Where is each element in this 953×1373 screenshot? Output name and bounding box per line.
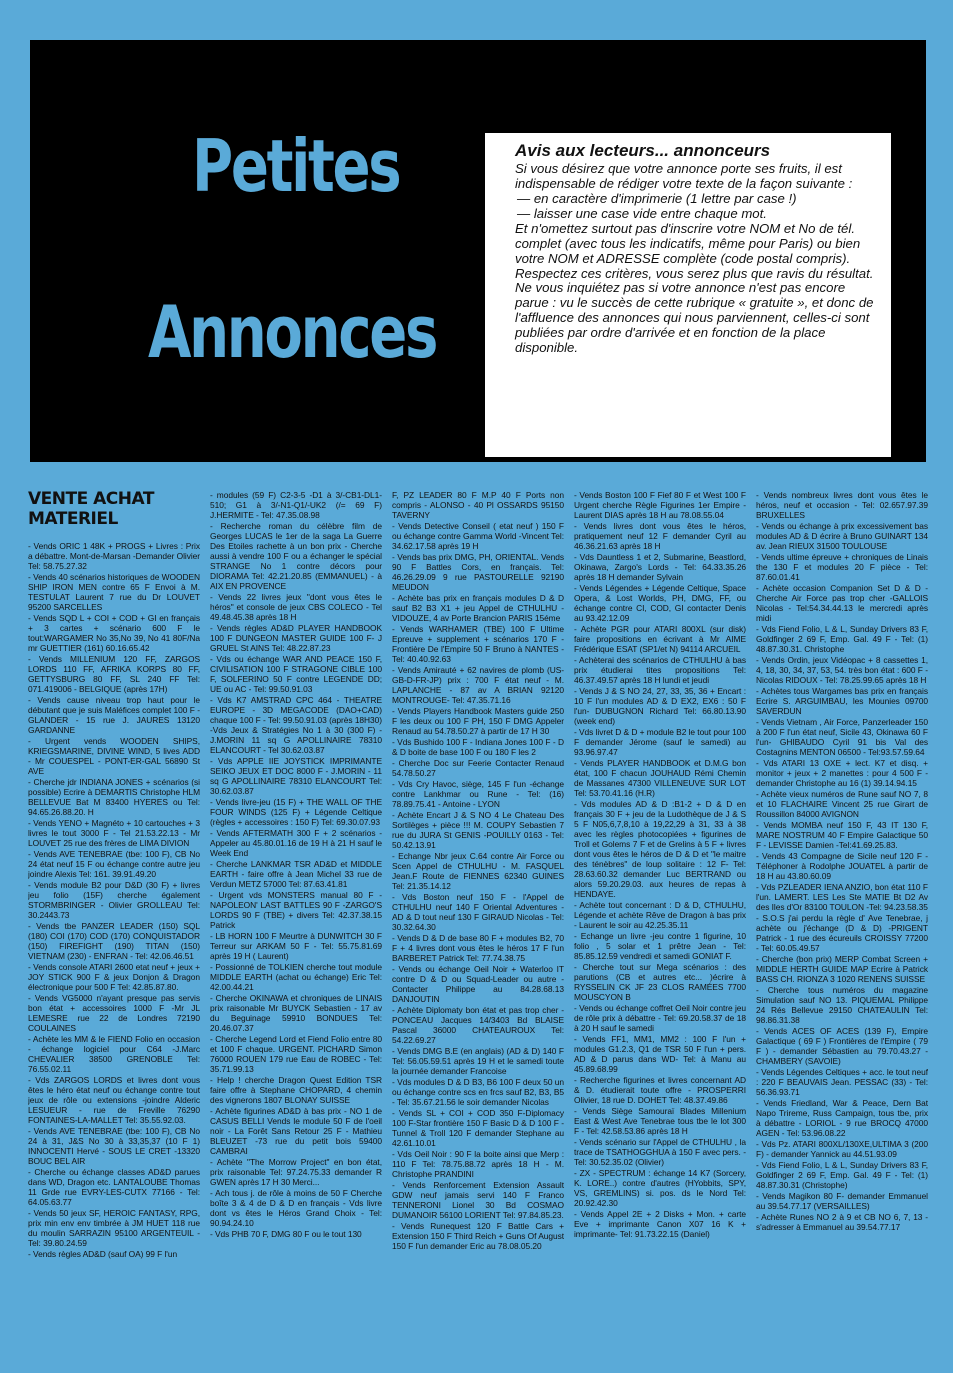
classified-ad: - Achète Diplomaty bon état et pas trop cher - PONCEAU Jacques 14/3403 Bd BLAISE Pascal 36000 CHATEAUROUX Tel: 54.22.69.27 <box>392 1005 564 1045</box>
classified-ad: - Vends SQD L + COI + COD + GI en français + 3 cartes + scénario 600 F le tout:WARGAMER No 35,No 39, No 41 80F/Na mr GUETTIER (161) 60.16.65.42 <box>28 613 200 654</box>
classified-ad: - Cherche OKINAWA et chroniques de LINAIS prix raisonable Mr BUYCK Sebastien - 17 av du Beguinage 59910 BONDUES Tel: 20.46.07.37 <box>210 993 382 1033</box>
classified-ad: - Cherche jdr INDIANA JONES + scénarios (si possible) Ecrire à DEMARTIS Christophe HLM BELLEVUE Bat M 83400 HYERES ou Tel: 94.65.26.88.20. H <box>28 777 200 818</box>
classified-ad: - Vends nombreux livres dont vous êtes le héros, neuf et occasion - Tel: 02.657.97.39 BRUXELLES <box>756 490 928 520</box>
classified-ad: - Vends FF1, MM1, MM2 : 100 F l'un + modules G1.2.3, Q1 de TSR 50 F l'un + pers. AD & D parus dans WD- Tel: à Manu au 45.89.68.99 <box>574 1034 746 1074</box>
classified-ad: - Cherche tout sur Mega scénarios : des parutions (CB et autres etc... )écrire à RYSSELIN CK JF 23 CLOS RAMÉES 7700 MOUSCYON B <box>574 962 746 1002</box>
classified-ad: - ZX - SPECTRUM : échange 14 K7 (Sorcery, K. LORE..) contre d'autres (HYobbits, SPY, VS, GREMLINS) si. pos. ds le Nord Tel: 20.92.42.30 <box>574 1168 746 1208</box>
classified-ad: - Vends règles AD&D PLAYER HANDBOOK 100 F DUNGEON MASTER GUIDE 100 F- J GRUEL St AINS Tel: 48.22.87.23 <box>210 623 382 653</box>
notice-box <box>482 130 894 460</box>
classified-ad: - Vends Detective Conseil ( etat neuf ) 150 F ou échange contre Gamma World -Vincent Tel: 34.62.17.58 après 19 H <box>392 521 564 551</box>
classified-ad: - Echange Nbr jeux C.64 contre Air Force ou Scen Appel de CTHULHU - M. FASQUEL Jean.F Route de FIENNES 62340 GUINES Tel: 21.35.14.12 <box>392 851 564 891</box>
classified-ad: - Vends Amirauté + 62 navires de plomb (US-GB-D-FR-JP) prix : 700 F état neuf - M. LAPLANCHE - 87 av A BRIAN 92120 MONTROUGE- Tel: 47.35.71.16 <box>392 665 564 705</box>
notice-instructions: Et n'omettez surtout pas d'inscrire votre NOM et No de tél. complet (avec tous les indicatifs, même pour Paris) ou bien votre NOM et ADRESSE complète (code postal compris). <box>515 220 861 266</box>
classified-ad: - Vends ou échange à prix excessivement bas modules AD & D écrire à Bruno GUINART 134 av. Jean RIEUX 31500 TOULOUSE <box>756 521 928 551</box>
classified-ad: - Achètes tous Wargames bas prix en français Ecrire S. ARGUIMBAU, les Mounies 09700 SAVERDUN <box>756 686 928 716</box>
classified-ad: - Achète Encart J & S NO 4 Le Chateau Des Sortilèges + pièce !!! M. COUPY Sebastien 7 rue du JURA St GENIS -POUILLY 0163 - Tel: 50.42.13.91 <box>392 810 564 850</box>
classified-ad: - Vends Légendes + Légende Celtique, Space Opera, & Lost Worlds, PH, DMG, FF, ou échange contre CI, COD, GI contacter Denis au 93.42.12.09 <box>574 583 746 623</box>
classified-ad: - S.O.S j'ai perdu la règle d' Ave Tenebrae, j achète ou j'échange (D & D) -PRIGENT Patrick - 1 rue des écureuils CROISSY 77200 - Tel: 60.05.49.57 <box>756 913 928 953</box>
column-4 <box>574 490 746 1310</box>
classified-ad: - Urgent vds MONSTERS manual 80 F -NAPOLEON' LAST BATTLES 90 F -ZARGO'S LORDS 90 F (TBE) + divers Tel: 42.37.38.15 Patrick <box>210 890 382 930</box>
classified-ad: - Vends D & D de base 80 F + modules B2, 70 F + 4 livres dont vous êtes le héros 17 F l'un BARBERET Patrick Tel: 77.74.38.75 <box>392 933 564 963</box>
classified-ad: - Vends 43 Compagne de Sicile neuf 120 F - Téléphoner à Rodolphe JOUATEL à partir de 18 H au 43.80.60.09 <box>756 851 928 881</box>
classified-ad: - Vds PZLEADER IENA ANZIO, bon état 110 F l'un. LAMERT. LES Les Ste MATIE Bt D2 Av des Iles d'Or 83100 TOULON -Tel: 94.23.58.35 <box>756 882 928 912</box>
classified-ad: - Vends règles AD&D (sauf OA) 99 F l'un <box>28 1249 178 1260</box>
classified-ad: - Vends Magikon 80 F- demander Emmanuel au 39.54.77.17 (VERSAILLES) <box>756 1191 928 1211</box>
classified-ad: - Vends SL + COI + COD 350 F-Diplomacy 100 F-Star frontière 150 F Basic D & D 100 F - Tunnel & Troll 120 F demander Stephane au 42.61.10.01 <box>392 1108 564 1148</box>
classified-ad: - Vends AVE TENEBRAE (tbe: 100 F), CB No 24 à 31, J&S No 30 à 33,35,37 (10 F 1) INNOCENTI Hervé - SOUS LE CRET -13320 BOUC BEL AIR <box>28 1126 200 1167</box>
classified-ad: - Recherche figurines et livres concernant AD & D. étudierait toute offre - PROSPERRI Olivier, 18 rue D. DOHET Tel: 48.37.49.86 <box>574 1075 746 1105</box>
classified-ad: - Vends console ATARI 2600 etat neuf + jeux + JOY STICK 900 F & jeux Donjon & Dragon électronique pour 500 F Tel: 42.85.87.80. <box>28 962 200 993</box>
notice-intro: Si vous désirez que votre annonce porte ses fruits, il est indispensable de rédiger votre texte de la façon suivante : <box>515 161 853 192</box>
classified-ad: - Vends Légendes Celtiques + acc. le tout neuf : 220 F BEAUVAIS Jean. PESSAC (33) - Tel: 56.36.93.71 <box>756 1067 928 1097</box>
classified-ad: - Cherche LANKMAR TSR AD&D et MIDDLE EARTH - faire offre à Jean Michel 33 rue de Verdun METZ 57000 Tel: 87.63.41.81 <box>210 859 382 889</box>
classified-ad: - modules (59 F) C2-3-5 -D1 à 3/-CB1-DL1-510; G1 à 3/-N1-Q1/-UK2 (/= 69 F) J.HERMITE - Tel: 47.35.08.98 <box>210 490 382 520</box>
classified-ad: - Achète occasion Companion Set D & D - Cherche Air Force pas trop cher -GALLOIS Nicolas - Tel:54.34.44.13 le mercredi après midi <box>756 583 928 623</box>
column-1 <box>28 490 200 1310</box>
classified-ad: - Vends Boston 100 F Fief 80 F et West 100 F Urgent cherche Règle Figurines 1er Empire - Laurent DIAS après 18 H au 78.08.55.04 <box>574 490 746 520</box>
classified-ad: - Vends livres dont vous êtes le héros, pratiquement neuf 12 F demander Cyril au 46.36.21.63 après 18 H <box>574 521 746 551</box>
classified-ad: - Vends Ordin, jeux Vidéopac + 8 cassettes 1, 4, 18, 30, 34, 37, 53, 54. très bon état : 600 F - Nicolas RIDOUX - Tel: 78.25.99.65 après 18 H <box>756 655 928 685</box>
classified-ad: - Vends ORIC 1 48K + PROGS + Livres : Prix a débattre. Mont-de-Marsan -Demander Olivier Tel: 58.75.27.32 <box>28 541 200 572</box>
classified-ad: - Vds Cry Havoc, siège, 145 F l'un -échange contre Lankhmar ou Rune - Tel: (16) 78.89.75.41 - Antoine - LYON <box>392 779 564 809</box>
classified-ad: - Vds modules AD & D :B1-2 + D & D en français 30 F + jeu de la Ludothèque de J & S 5 F N05,6,7,8,10 à 19,22,29 à 31, 33 à 38 avec les règles photocopiées + figurines de Troll et Golems 7 F et de Grelins à 5 F + livres dont vous êtes le héros de D & D et "le maitre des ténèbres" de loup solitaire : 12 F- Tel: 28.63.60.32 demander Luc BERTRAND ou alors 59.20.29.03. aux heures de repas à HENDAYE. <box>574 799 746 899</box>
classified-ad: - Vends WARHAMER (TBE) 100 F Ultime Epreuve + supplement + scénarios 170 F - Frontière De l'Empire 50 F Bruno à NANTES - Tel: 40.40.92.63 <box>392 624 564 664</box>
classifieds-columns <box>28 490 928 1310</box>
classified-ad: - Vds K7 AMSTRAD CPC 464 - THEATRE EUROPE - 3D MEGACODE (DAO+CAD) chaque 100 F - Tel: 99.50.91.03 (après 18H30) -Vds Jeux & Stratégies No 1 à 30 (300 F) - J.MORIN 11 sq G APOLLINAIRE 78310 ELANCOURT - Tel 30.62.03.87 <box>210 695 382 755</box>
classified-ad: - Vends bas prix DMG, PH, ORIENTAL. Vends 90 F Battles Cors, en français. Tel: 46.26.29.09 9 rue PASTOURELLE 92190 MEUDON <box>392 552 564 592</box>
classified-ad: - Vds Dauntless 1 et 2, Submarine, Beastlord, Okinawa, Zargo's Lords - Tel: 64.33.35.26 après 18 H demander Sylvain <box>574 552 746 582</box>
classified-ad: - Echange un livre -jeu contre 1 figurine, 10 folio , 5 solar et 1 prêtre Jean - Tel: 85.85.12.59 vendredi et samedi GONIAT F. <box>574 931 746 961</box>
notice-rule-2: — laisser une case vide entre chaque mot. <box>517 205 767 221</box>
classified-ad: F, PZ LEADER 80 F M.P 40 F Ports non compris - ALONSO - 40 Pl OSSARDS 95150 TAVERNY <box>392 490 564 520</box>
classified-ad: - Vends ACES OF ACES (139 F), Empire Galactique ( 69 F ) Frontières de l'Empire ( 79 F ) - demander Sébastien au 79.70.43.27 - CHAMBERY (SAVOIE) <box>756 1026 928 1066</box>
classified-ad: - Achète les MM & le FIEND Folio en occasion - échange logiciel pour C64 -J.Marc CHEVALIER 38500 GRENOBLE Tel: 76.55.02.11 <box>28 1034 200 1075</box>
classified-ad: - Vds Oeil Noir : 90 F la boite ainsi que Merp : 110 F Tel: 78.75.88.72 après 18 H - M. Christophe PRANDINI <box>392 1149 564 1179</box>
classified-ad: - Vends module B2 pour D&D (30 F) + livres jeu folio (15F) cherche également STORMBRINGER - Olivier GROLLEAU Tel: 30.2443.73 <box>28 880 200 921</box>
classified-ad: - Urgent vends WOODEN SHIPS, KRIEGSMARINE, DIVINE WIND, 5 lives ADD - Mr COUESPEL - PONT-ER-GAL 56890 St AVE <box>28 736 200 777</box>
classified-ad: - Vends J & S NO 24, 27, 33, 35, 36 + Encart : 10 F l'un modules AD & D EX2, EX6 : 50 F l'un- DUBUGNON Richard Tel: 66.80.13.90 (week end) <box>574 686 746 726</box>
classified-ad: - Vends scénario sur l'Appel de CTHULHU , la trace de TSATHOGGHUA à 150 F avec pers. - Tel: 30.52.35.02 (Olivier) <box>574 1137 746 1167</box>
classified-ad: - Vends ou échange coffret Oeil Noir contre jeu de rôle prix à débattre - Tel: 69.20.58.37 de 18 à 20 H sauf le samedi <box>574 1003 746 1033</box>
classified-ad: - Vends 22 livres jeux "dont vous êtes le héros" et console de jeux CBS COLECO - Tel 49.48.45.38 après 18 H <box>210 592 382 622</box>
classified-ad: - Vends ou échange Oeil Noir + Waterloo IT contre D & D ou Squad-Leader ou autre - Contacter Philippe au 84.28.68.13 DANJOUTIN <box>392 964 564 1004</box>
column-3 <box>392 490 564 1310</box>
classified-ad: - Vends tbe PANZER LEADER (150) SQL (180) COI (170) COD (170) CONQUISTADOR (150) FIREFIGHT (190) TITAN (150) VIETNAM (230) - ENFRAN - Tel: 42.06.46.51 <box>28 921 200 962</box>
classified-ad: - Vends cause niveau trop haut pour le débutant que je suis Maléfices complet 100 F - GLANDER - 15 rue J. JAURES 13120 GARDANNE <box>28 695 200 736</box>
classified-ad: - Cherche Legend Lord et Fiend Folio entre 80 et 100 F chaque. URGENT. PICHARD Simon 76000 ROUEN 179 rue Eau de ROBEC - Tel: 35.71.99.13 <box>210 1034 382 1074</box>
classified-ad: - Vends Appel 2E + 2 Disks + Mon. + carte Eve + imprimante Canon X07 16 K + imprimante- Tel: 91.73.22.15 (Daniel) <box>574 1209 746 1239</box>
title-petites: Petites <box>192 124 400 208</box>
classified-ad: - Ach tous j. de rôle à moins de 50 F Cherche boîte 3 & 4 de D & D en français - Vds livre dont vs êtes le Héros Grand Choix - Tel: 90.94.24.10 <box>210 1188 382 1228</box>
classified-ad: - Vends MILLENIUM 120 FF, ZARGOS LORDS 110 FF, AFRIKA KORPS 80 FF, GETTYSBURG 80 FF, SL 240 FF Tel: 071.419006 - BELGIQUE (après 17H) <box>28 654 200 695</box>
classified-ad: - Vds Pz. ATARI 800XL/130XE,ULTIMA 3 (200 F) - demander Yannick au 44.51.93.09 <box>756 1139 928 1159</box>
classified-ad: - Vds ou échange WAR AND PEACE 150 F, CIVILISATION 100 F STRAGONE CIBLE 100 F, SOLFERINO 50 F contre LEGENDE DD; UE ou AC - Tel: 99.50.91.03 <box>210 654 382 694</box>
classified-ad: - Vds Bushido 100 F - Indiana Jones 100 F - D & D boite de base 100 F ou 180 F les 2 <box>392 737 564 757</box>
classified-ad: - Recherche roman du célèbre film de Georges LUCAS le 1er de la saga La Guerre Des Etoiles rachette à un bon prix - Cherche aussi à vendre 100 F ou a échanger le spécial STRANGE No 1 contre décors pour DIORAMA Tel: 42.21.20.85 (EMMANUEL) - à AIX EN PROVENCE <box>210 521 382 591</box>
classified-ad: - Vends 50 jeux SF, HEROIC FANTASY, RPG, prix min env env timbrée à JM HUET 118 rue du moulin SARRAZIN 95100 ARGENTEUIL - Tel: 39.80.24.59 <box>28 1208 200 1249</box>
classified-ad: - Vends DMG B.E (en anglais) (AD & D) 140 F Tel: 56.05.59.51 après 19 H et le samedi toute la journée demander Francoise <box>392 1046 564 1076</box>
classified-ad: - Vends Siège Samouraï Blades Millenium East & West Ave Tenebrae tous tbe le lot 300 F - Tel: 42.58.53.86 après 18 H <box>574 1106 746 1136</box>
classified-ad: - Help ! cherche Dragon Quest Edition TSR faire offre à Stephane CHOPARD, 4 chemin des vignerons 1807 BLONAY SUISSE <box>210 1075 382 1105</box>
classified-ad: - Vds APPLE IIE JOYSTICK IMPRIMANTE SEIKO JEUX ET DOC 8000 F - J.MORIN - 11 sq G APOLLINAIRE 78310 ELANCOURT Tel: 30.62.03.87 <box>210 756 382 796</box>
classified-ad: - Cherche tous numéros du magazine Simulation sauf NO 13. PIQUEMAL Philippe 24 Rés Bellevue 29150 CHATEAULIN Tel: 98.86.31.38 <box>756 985 928 1025</box>
column-5 <box>756 490 928 1310</box>
classified-ad: - Vends Players Handbook Masters guide 250 F les deux ou 100 F PH, 150 F DMG Appeler Renaud au 54.78.50.27 à partir de 17 H 30 <box>392 706 564 736</box>
classified-ad: - Vends AFTERMATH 300 F + 2 scénarios - Appeler au 45.80.01.16 de 19 H à 21 H sauf le Week End <box>210 828 382 858</box>
classified-ad: - Achète tout concernant : D & D, CTHULHU, Légende et achète Rêve de Dragon à bas prix - Laurent le soir au 42.25.35.11 <box>574 900 746 930</box>
classified-ad: - Possionné de TOLKIEN cherche tout module MIDDLE EARTH (achat ou échange) Eric Tel: 42.00.44.21 <box>210 962 382 992</box>
classified-ad: - Vds ATARI 13 OXE + lect. K7 et disq. + monitor + jeux + 2 manettes : pour 4 500 F - demander Christophe au 16 (1) 39.14.94.15 <box>756 758 928 788</box>
classified-ad: - Cherche Doc sur Feerie Contacter Renaud 54.78.50.27 <box>392 758 564 778</box>
classified-ad: - Achète figurines AD&D à bas prix - NO 1 de CASUS BELLI Vends le module 50 F de l'oeil noir - La Forêt Sans Retour 25 F - Mathieu BLEUZET -73 rue du petit bois 59400 CAMBRAI <box>210 1106 382 1156</box>
classified-ad: - Vds livret D & D + module B2 le tout pour 100 F demander Jérome (sauf le samedi) au 93.96.97.47 <box>574 727 746 757</box>
notice-conclusion: Respectez ces critères, vous serez plus que ravis du résultat. Ne vous inquiétez pas si votre annonce n'est pas encore parue : vu le succès de cette rubrique « gratuite », et donc de l'affluence des annonces qui nous parviennent, celles-ci sont publiées par ordre d'arrivée et en fonction de la place disponible. <box>515 265 874 356</box>
title-annonces: Annonces <box>148 290 437 374</box>
classified-ad: - LB HORN 100 F Meurtre à DUNWITCH 30 F Terreur sur ARKAM 50 F - Tel: 55.75.81.69 après 19 H ( Laurent) <box>210 931 382 961</box>
classified-ad: - Achète "The Morrow Project" en bon état, prix raisonable Tel: 97.24.75.33 demander R GWEN après 17 H 30 Merci... <box>210 1157 382 1187</box>
classified-ad: - Vds Boston neuf 150 F - l'Appel de CTHULHU neuf 140 F Oriental Adventures - AD & D tout neuf 130 F GIRAUD Nicolas - Tel: 30.32.64.30 <box>392 892 564 932</box>
classified-ad: - Vds PHB 70 F, DMG 80 F ou le tout 130 <box>210 1229 362 1239</box>
classified-ad: - Vends 40 scénarios historiques de WOODEN SHIP IRON MEN contre 65 F Envoi à M. TESTULAT Laurent 7 rue du Dr LOUVET 95200 SARCELLES <box>28 572 200 613</box>
classified-ad: - Cherche ou échange classes AD&D parues dans WD, Dragon etc. LANTALOUBE Thomas 11 Grde rue EVRY-LES-CUTX 77166 - Tel: 64.05.63.77 <box>28 1167 200 1208</box>
section-heading: VENTE ACHAT MATERIEL <box>28 490 154 529</box>
classified-ad: - Vds Fiend Folio, L & L, Sunday Drivers 83 F, Goldfinger 2 69 F, Emp. Gal. 49 F - Tel: (1) 48.87.30.31. Christophe <box>756 624 928 654</box>
classified-ad: - Vds ZARGOS LORDS et livres dont vous êtes le héro état neuf ou échange contre tout jeux de rôle ou extensions -joindre Alderic LESUEUR - rue de Freville 76290 FONTAINES-LA-MALLET Tel: 35.55.92.03. <box>28 1075 200 1126</box>
classified-ad: - Vends ultime épreuve + chroniques de Linais the 130 F et modules 20 F pièce - Tel: 87.60.01.41 <box>756 552 928 582</box>
column-2 <box>210 490 382 1310</box>
header-banner <box>30 40 926 462</box>
classified-ad: - Vends PLAYER HANDBOOK et D.M.G bon état, 100 F chacun JOUHAUD Rémi Chemin de Massanes 47300 VILLENEUVE SUR LOT Tel: 53.70.41.16 (H.R) <box>574 758 746 798</box>
classified-ad: - Vends VG5000 n'ayant presque pas servis bon état + accessoires 1000 F -Mr JL LEMESRE rue 22 de Londres 72190 COULAINES <box>28 993 200 1034</box>
classified-ad: - Cherche (bon prix) MERP Combat Screen + MIDDLE HERTH GUIDE MAP Ecrire à Patrick BASS CH. RIONZA 3 1020 RENENS SUISSE <box>756 954 928 984</box>
classified-ad: - Vends Friedland, War & Peace, Dern Bat Napo Trireme, Russ Campaign, tous tbe, prix à débattre - LORIOL - 9 rue BROCQ 47000 AGEN - Tel: 53.96.08.22 <box>756 1098 928 1138</box>
classified-ad: - Vends MOMBA neuf 150 F, 43 IT 130 F, MARE NOSTRUM 40 F Empire Galactique 50 F - LEVISSE Damien -Tel:41.69.25.83. <box>756 820 928 850</box>
classified-ad: - Achète Runes NO 2 à 9 et CB NO 6, 7, 13 - s'adresser à Emmanuel au 39.54.77.17 <box>756 1212 928 1232</box>
classified-ad: - Vds Fiend Folio, L & L, Sunday Drivers 83 F, Goldfinger 2 69 F, Emp. Gal. 49 F - Tel: (1) 48.87.30.31 (Christophe) <box>756 1160 928 1190</box>
classified-ad: - Achète bas prix en français modules D & D sauf B2 B3 X1 + jeu Appel de CTHULHU - VIDOUZE, 4 av Porte Brancion PARIS 15éme <box>392 593 564 623</box>
classified-ad: - Vends YENO + Magnéto + 10 cartouches + 3 livres le tout 3000 F - Tel 21.53.22.13 - Mr LOUVET 25 rue des frères de LIMA DIVION <box>28 818 200 849</box>
classified-ad: - Vends Runequest 120 F Battle Cars + Extension 150 F Third Reich + Guns Of August 150 F l'un demander Eric au 78.08.05.20 <box>392 1221 564 1251</box>
notice-rule-1: — en caractère d'imprimerie (1 lettre par case !) <box>517 191 797 207</box>
classified-ad: - Achète vieux numéros de Rune sauf NO 7, 8 et 10 FLACHAIRE Vincent 25 rue Girart de Roussillon 84000 AVIGNON <box>756 789 928 819</box>
classified-ad: - Achète PGR pour ATARI 800XL (sur disk) faire propositions en écrivant à Mr AIME Frédérique ESAT (SP1/et N) 94114 ARCUEIL <box>574 624 746 654</box>
classified-ad: - Vends AVE TENEBRAE (tbe: 100 F), CB No 24 état neuf 15 F ou échange contre autre jeu joindre Alexis Tel: 161. 39.91.49.20 <box>28 849 200 880</box>
classified-ad: - Vends Renforcement Extension Assault GDW neuf jamais servi 140 F Franco TENNERONI Lionel 30 Bd COSMAO DUMANOIR 56100 LORIENT Tel: 97.84.85.23. <box>392 1180 564 1220</box>
classified-ad: - Achèterai des scénarios de CTHULHU à bas prix étudierai tites propositions Tel: 46.37.49.57 après 18 H lundi et jeudi <box>574 655 746 685</box>
classified-ad: - Vends livre-jeu (15 F) + THE WALL OF THE FOUR WINDS (125 F) + Légende Celtique (règles + accessoires : 150 F) Tel: 69.30.07.93 <box>210 797 382 827</box>
notice-title: Avis aux lecteurs... annonceurs <box>515 141 771 160</box>
classified-ad: - Vds modules D & D B3, B6 100 F deux 50 un ou échange contre scs en frcs sauf B2, B3, B5 - Tel: 35.67.21.56 le soir demander Nicolas <box>392 1077 564 1107</box>
classified-ad: - Vends Vietnam , Air Force, Panzerleader 150 à 200 F l'un état neuf, Sicile 43, Okinawa 60 F l'un- GHIBAUDO Cyril 91 bis Val des Costagnins MENTON 06500 - Tel:93.57.59.64 <box>756 717 928 757</box>
